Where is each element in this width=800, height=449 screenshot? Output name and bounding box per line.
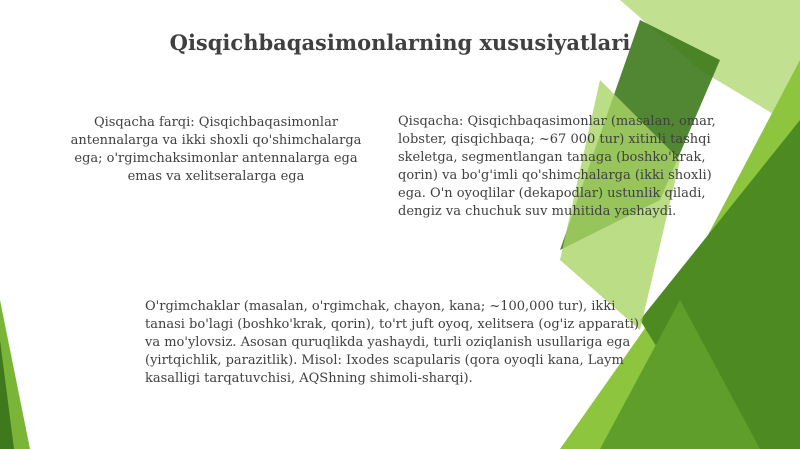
left-text-block: Qisqacha farqi: Qisqichbaqasimonlar antennalarga va ikki shoxli qo'shimchalarga ega; o'rgimchaksimonlar antennalarga ega emas va xelitseralarga ega	[70, 115, 362, 184]
right-text-block: Qisqacha: Qisqichbaqasimonlar (masalan, omar, lobster, qisqichbaqa; ~67 000 tur) xitinli tashqi skeletga, segmentlangan tanaga (boshko'krak, qorin) va bo'g'imli qo'shimchalarga (ikki shoxli) ega. O'n oyoqlilar (dekapodlar) ustunlik qiladi, dengiz va chuchuk suv muhitida yashaydi.	[398, 114, 716, 219]
bottom-text-block: O'rgimchaklar (masalan, o'rgimchak, chayon, kana; ~100,000 tur), ikki tanasi bo'lagi (boshko'krak, qorin), to'rt juft oyoq, xelitsera (og'iz apparati) va mo'ylovsiz. Asosan quruqlikda yashaydi, turli oziqlanish usullariga ega (yirtqichlik, parazitlik). Misol: Ixodes scapularis (qora oyoqli kana, Laym kasalligi tarqatuvchisi, AQShning shimoli-sharqi).	[145, 299, 639, 386]
slide-title: Qisqichbaqasimonlarning xususiyatlari	[169, 30, 631, 55]
